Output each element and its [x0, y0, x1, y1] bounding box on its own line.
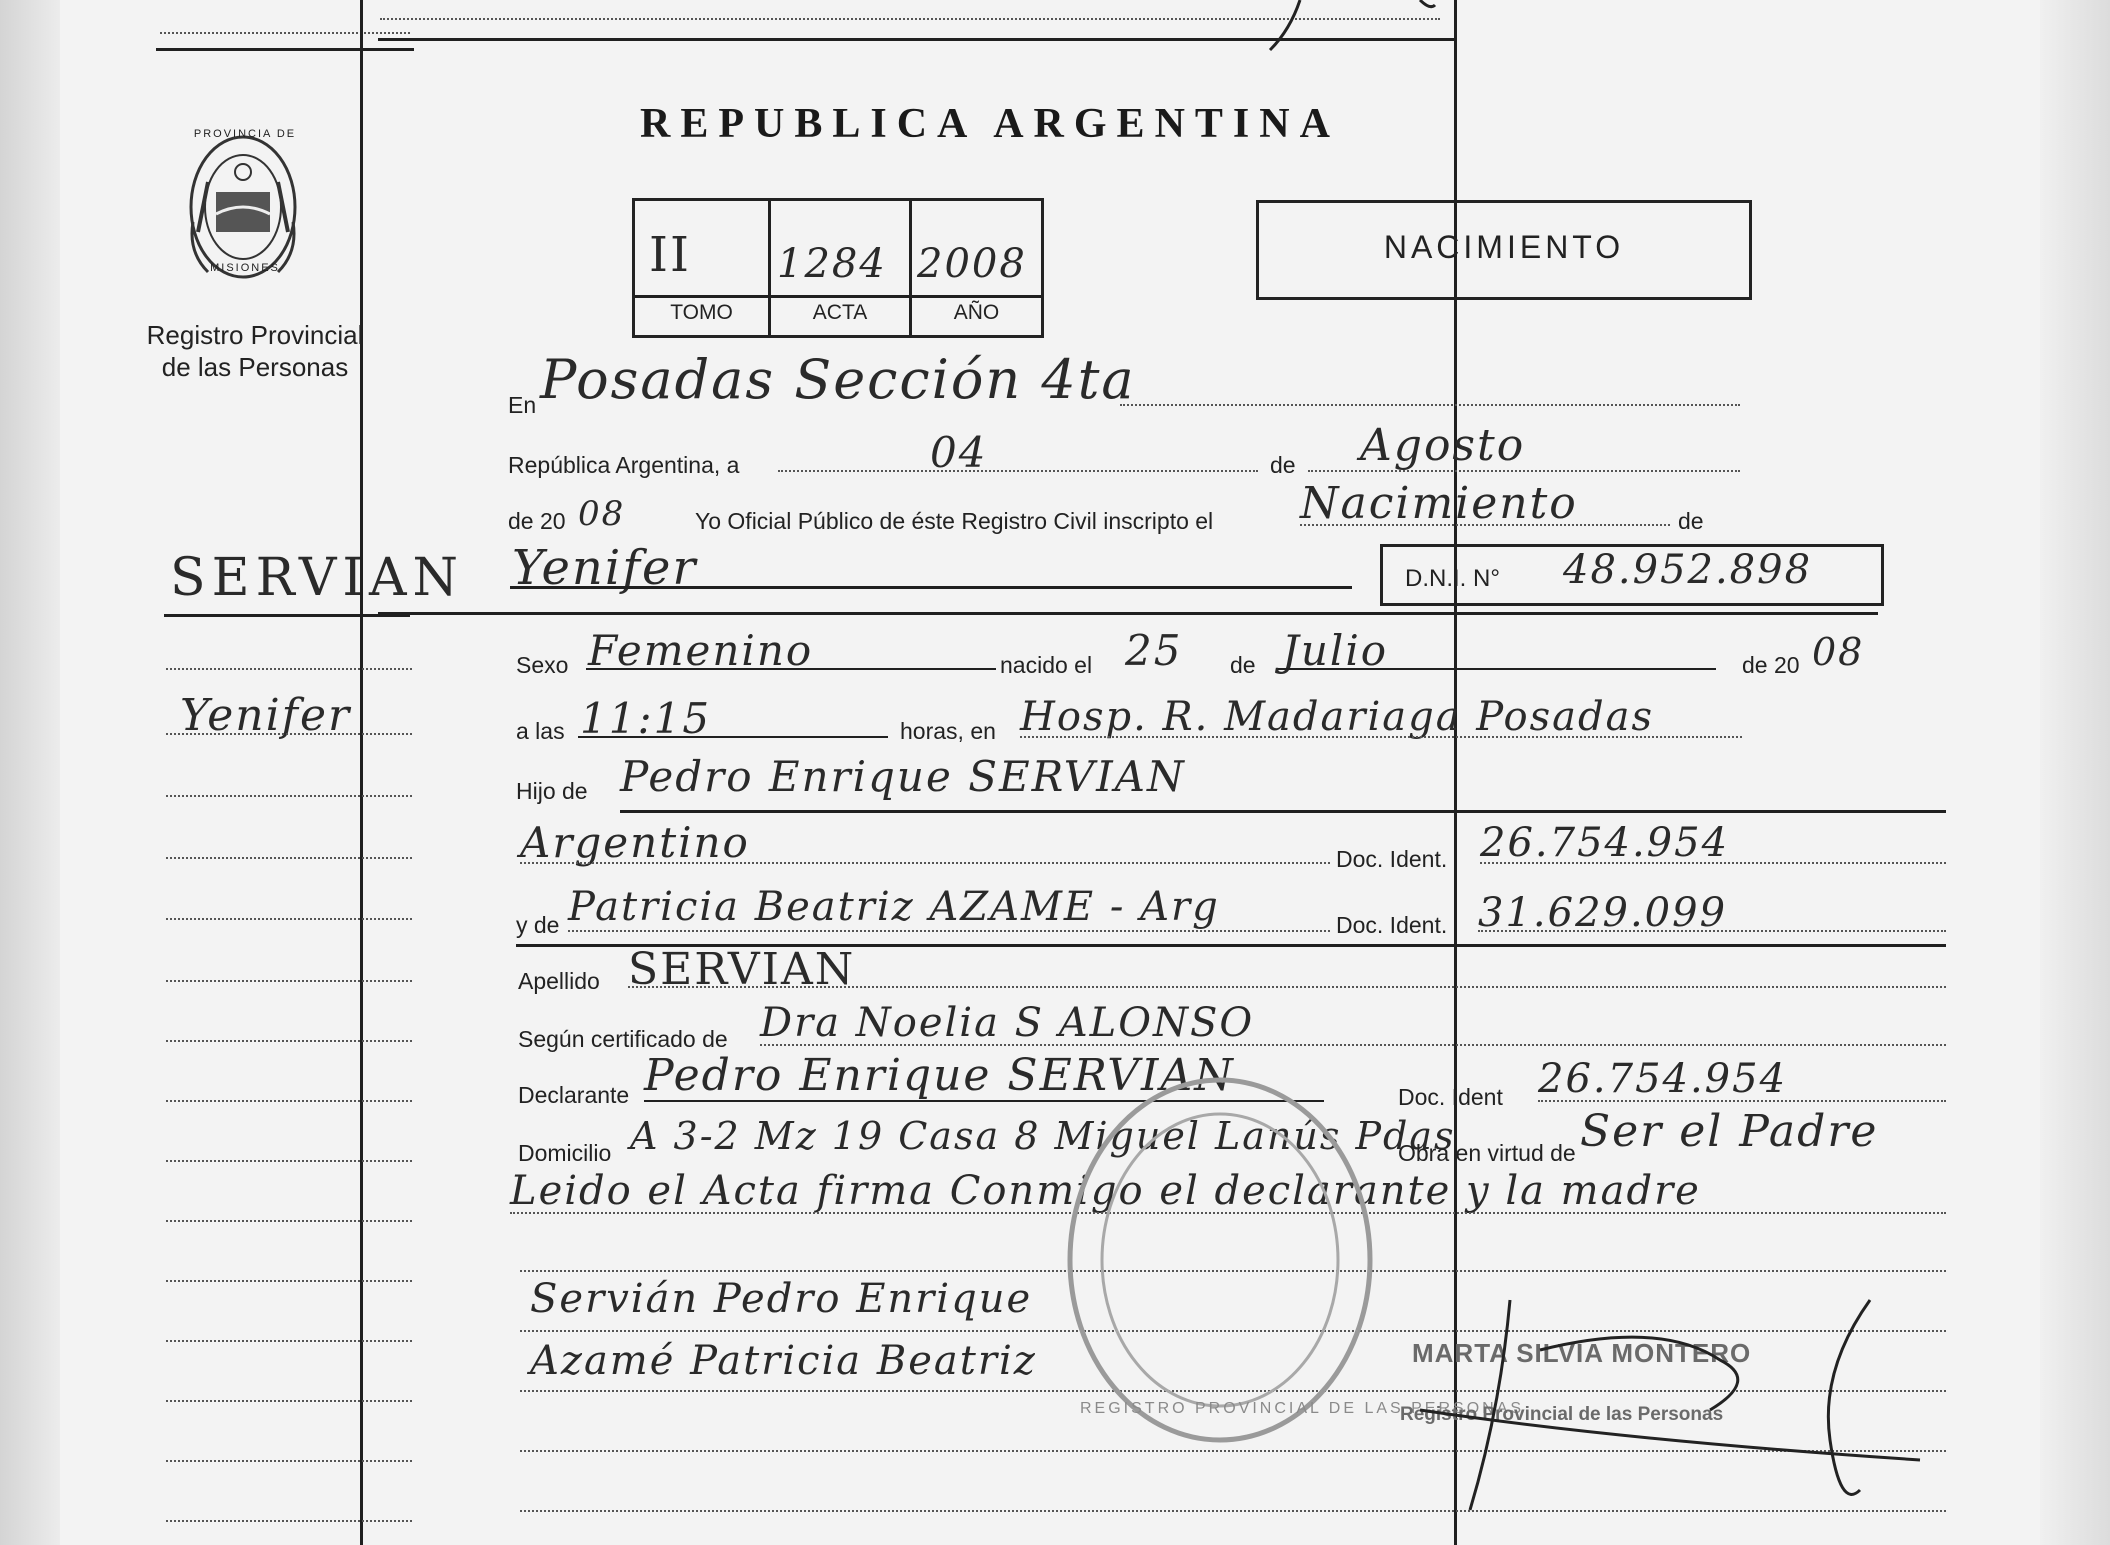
dotted-line [166, 733, 412, 735]
value-hecho: Nacimiento [1300, 478, 1578, 529]
column-divider [360, 0, 363, 1545]
dotted-line [1120, 404, 1740, 406]
label-y-de: y de [516, 912, 560, 938]
official-signature [1420, 1290, 1960, 1520]
registry-name-line2: de las Personas [161, 352, 349, 382]
value-lugar-nacimiento: Hosp. R. Madariaga Posadas [1020, 694, 1654, 740]
dotted-line [778, 470, 1258, 472]
value-madre: Patricia Beatriz AZAME - Arg [568, 884, 1220, 930]
dotted-line [1308, 470, 1740, 472]
dotted-line [568, 930, 1330, 932]
label-doc-ident: Doc. Ident. [1336, 846, 1448, 872]
dotted-line [628, 986, 1946, 988]
label-apellido: Apellido [518, 968, 600, 994]
ano-label: AÑO [953, 301, 1000, 324]
seal-top-text: PROVINCIA DE [193, 128, 297, 140]
round-stamp-text: REGISTRO PROVINCIAL DE LAS PERSONAS [1080, 1400, 1525, 1417]
value-hora: 11:15 [580, 694, 712, 743]
dotted-line [166, 1220, 412, 1222]
official-office-stamp: Registro Provincial de las Personas [1400, 1404, 1724, 1425]
label-de-20-b: de 20 [1742, 652, 1800, 678]
value-lugar: Posadas Sección 4ta [540, 348, 1136, 411]
acta-label: ACTA [812, 301, 868, 324]
dotted-line [166, 1160, 412, 1162]
sidebar-given-name: Yenifer [180, 690, 352, 741]
value-certificado: Dra Noelia S ALONSO [760, 1000, 1255, 1046]
value-dia-nacimiento: 25 [1125, 626, 1183, 675]
dotted-line [1538, 1100, 1946, 1102]
nombre-rule [510, 586, 1352, 589]
dotted-line [760, 1044, 1946, 1046]
value-doc-madre: 31.629.099 [1478, 890, 1728, 936]
value-domicilio: A 3-2 Mz 19 Casa 8 Miguel Lanús Pdas [630, 1114, 1456, 1158]
value-anio-inscripcion: 08 [578, 494, 626, 534]
ano-value: 2008 [917, 241, 1027, 287]
signature-mother: Azamé Patricia Beatriz [530, 1338, 1037, 1384]
label-en: En [508, 392, 537, 418]
record-type: NACIMIENTO [1383, 229, 1625, 265]
value-nombre: Yenifer [512, 540, 698, 596]
label-horas-en: horas, en [900, 718, 996, 744]
seal-bottom-text: MISIONES [210, 262, 280, 274]
value-mes-inscripcion: Agosto [1360, 420, 1526, 471]
dotted-line [166, 1520, 412, 1522]
label-de: de [1270, 452, 1296, 478]
label-obra-virtud: Obra en virtud de [1398, 1140, 1576, 1166]
value-anio-nacimiento: 08 [1812, 630, 1865, 674]
value-dia-inscripcion: 04 [930, 428, 988, 477]
registry-name-line1: Registro Provincial [146, 320, 364, 350]
dotted-line [166, 795, 412, 797]
dotted-line [1480, 862, 1946, 864]
label-de-hecho: de [1678, 508, 1704, 534]
dotted-line [1020, 736, 1742, 738]
value-sexo: Femenino [588, 626, 814, 675]
section-rule [378, 612, 1878, 615]
dotted-line [166, 1100, 412, 1102]
page-shadow-right [2040, 0, 2110, 1545]
dotted-line [166, 1040, 412, 1042]
label-declarante: Declarante [518, 1082, 630, 1108]
label-doc-ident-2: Doc. Ident. [1336, 912, 1448, 938]
label-domicilio: Domicilio [518, 1140, 612, 1166]
dotted-line [166, 1280, 412, 1282]
value-dni: 48.952.898 [1563, 547, 1813, 593]
dotted-line [166, 918, 412, 920]
dotted-line [166, 857, 412, 859]
dotted-line [1478, 930, 1946, 932]
certificate-page [60, 0, 2040, 1545]
label-republica: República Argentina, a [508, 452, 740, 478]
value-observacion: Leido el Acta firma Conmigo el declarante y la madre [510, 1168, 1701, 1214]
sidebar-surname-rule [164, 614, 410, 617]
official-name-stamp: MARTA SILVIA MONTERO [1412, 1338, 1752, 1368]
top-partial-signature [1260, 0, 1460, 60]
label-oficial: Yo Oficial Público de éste Registro Civil inscripto el [695, 508, 1214, 534]
value-doc-padre: 26.754.954 [1480, 820, 1730, 866]
signature-father: Servián Pedro Enrique [530, 1276, 1033, 1322]
label-de-20: de 20 [508, 508, 566, 534]
value-declarante: Pedro Enrique SERVIAN [644, 1050, 1235, 1101]
sidebar-surname: SERVIAN [170, 548, 465, 608]
page-shadow-left [0, 0, 60, 1545]
dotted-line [1300, 524, 1670, 526]
official-round-stamp [1060, 1070, 1380, 1450]
value-apellido: SERVIAN [628, 944, 856, 995]
value-mes-nacimiento: Julio [1282, 626, 1389, 675]
value-nacionalidad-padre: Argentino [520, 818, 750, 867]
label-a-las: a las [516, 718, 565, 744]
record-number-table [632, 198, 1044, 338]
value-obra-virtud: Ser el Padre [1580, 1106, 1879, 1157]
label-segun-certificado: Según certificado de [518, 1026, 728, 1052]
dotted-line [166, 1340, 412, 1342]
value-doc-declarante: 26.754.954 [1538, 1056, 1788, 1102]
value-padre: Pedro Enrique SERVIAN [620, 752, 1186, 801]
tomo-value: II [649, 227, 691, 283]
dni-box [1380, 544, 1884, 606]
acta-value: 1284 [777, 241, 887, 287]
dotted-line [166, 1400, 412, 1402]
label-sexo: Sexo [516, 652, 569, 678]
label-dni: D.N.I. N° [1405, 565, 1500, 592]
record-type-box [1256, 200, 1752, 300]
country-title: REPUBLICA ARGENTINA [640, 101, 1340, 147]
label-nacido: nacido el [1000, 652, 1093, 678]
label-de-mes: de [1230, 652, 1256, 678]
sidebar-top-rule [156, 48, 414, 51]
dotted-line [166, 980, 412, 982]
tomo-label: TOMO [670, 301, 733, 324]
label-hijo-de: Hijo de [516, 778, 588, 804]
dotted-line [166, 1460, 412, 1462]
dotted-line [520, 862, 1330, 864]
padre-rule [620, 810, 1946, 813]
dotted-line [160, 32, 410, 34]
dotted-line [166, 668, 412, 670]
label-doc-ident-3: Doc. Ident [1398, 1084, 1503, 1110]
